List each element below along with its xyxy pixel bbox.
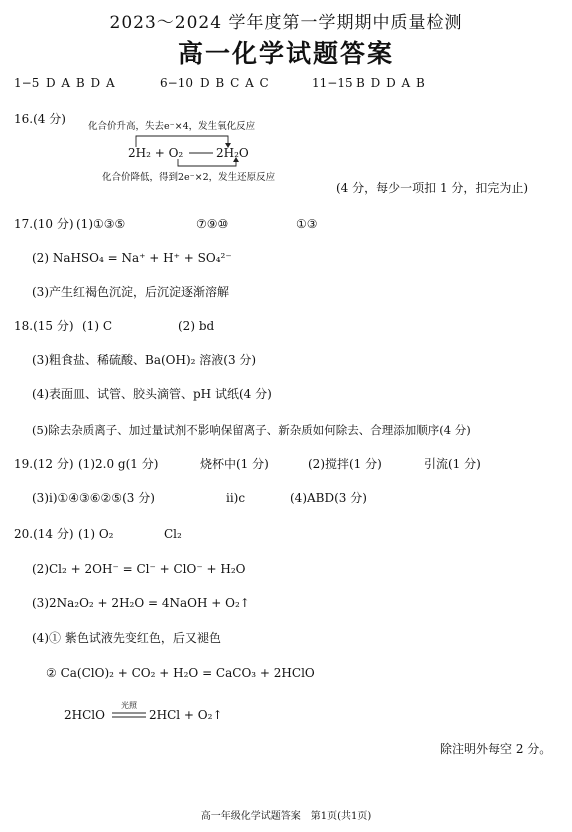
q17-part1c: ①③ (296, 217, 318, 231)
mc-answers-1: D A B D A (46, 76, 116, 90)
q18-part2: (2) bd (178, 319, 215, 333)
q20-part1: (1) O₂ (78, 527, 114, 541)
q20-photolysis-products: 2HCl + O₂↑ (149, 708, 223, 722)
exam-title: 2023～2024 学年度第一学期期中质量检测 (109, 13, 463, 33)
equals-sign (111, 711, 147, 719)
q17-part1b: ⑦⑨⑩ (196, 217, 229, 231)
mc-answers-2: D B C A C (200, 76, 270, 90)
q19-part1b: 烧杯中(1 分) (200, 457, 269, 471)
q17-part2: (2) NaHSO₄ = Na⁺ + H⁺ + SO₄²⁻ (32, 251, 232, 265)
q18-part4: (4)表面皿、试管、胶头滴管、pH 试纸(4 分) (32, 387, 272, 401)
redox-diagram (86, 116, 326, 182)
electron-transfer-arrows (86, 128, 326, 172)
document-title: 高一化学试题答案 (177, 39, 394, 68)
q17-label: 17.(10 分) (14, 217, 74, 231)
mc-range-1: 1−5 (14, 76, 40, 90)
mc-range-3: 11−15 (312, 76, 353, 90)
q16-label: 16.(4 分) (14, 112, 66, 126)
q16-scoring: (4 分，每少一项扣 1 分，扣完为止) (336, 181, 529, 195)
q19-part2: (2)搅拌(1 分) (308, 457, 382, 471)
q19-part3-i: (3)i)①④③⑥②⑤(3 分) (32, 491, 155, 505)
q20-photolysis-reactant: 2HClO (64, 708, 105, 722)
q18-part3: (3)粗食盐、稀硫酸、Ba(OH)₂ 溶液(3 分) (32, 353, 257, 367)
q19-label: 19.(12 分) (14, 457, 74, 471)
q17-part3: (3)产生红褐色沉淀，后沉淀逐渐溶解 (32, 285, 229, 299)
reaction-condition: 光照 (121, 701, 137, 710)
q20-label: 20.(14 分) (14, 527, 74, 541)
q20-part2: (2)Cl₂ + 2OH⁻ = Cl⁻ + ClO⁻ + H₂O (32, 562, 246, 576)
q19-part2b: 引流(1 分) (424, 457, 481, 471)
reduction-note: 化合价降低，得到2e⁻×2，发生还原反应 (102, 172, 276, 183)
q18-part5: (5)除去杂质离子、加过量试剂不影响保留离子、新杂质如何除去、合理添加顺序(4 分) (32, 423, 471, 437)
q20-part3: (3)2Na₂O₂ + 2H₂O = 4NaOH + O₂↑ (32, 596, 250, 610)
q19-part1: (1)2.0 g(1 分) (78, 457, 159, 471)
scoring-note: 除注明外每空 2 分。 (440, 742, 552, 756)
q18-part1: (1) C (82, 319, 112, 333)
equation-reactants: 2H₂ + O₂ (128, 146, 184, 160)
oxidation-note: 化合价升高，失去e⁻×4，发生氧化反应 (88, 121, 256, 132)
page-footer: 高一年级化学试题答案 第1页(共1页) (200, 811, 372, 822)
q20-part4-1: (4)① 紫色试液先变红色，后又褪色 (32, 631, 221, 645)
q20-part1b: Cl₂ (164, 527, 182, 541)
q19-part4: (4)ABD(3 分) (290, 491, 367, 505)
mc-range-2: 6−10 (160, 76, 193, 90)
equation-products: 2H₂O (216, 146, 249, 160)
q19-part3-ii: ii)c (226, 491, 246, 505)
mc-answers-3: B D D A B (356, 76, 426, 90)
q18-label: 18.(15 分) (14, 319, 74, 333)
q17-part1: (1)①③⑤ (76, 217, 126, 231)
q20-part4-2: ② Ca(ClO)₂ + CO₂ + H₂O = CaCO₃ + 2HClO (46, 666, 315, 680)
